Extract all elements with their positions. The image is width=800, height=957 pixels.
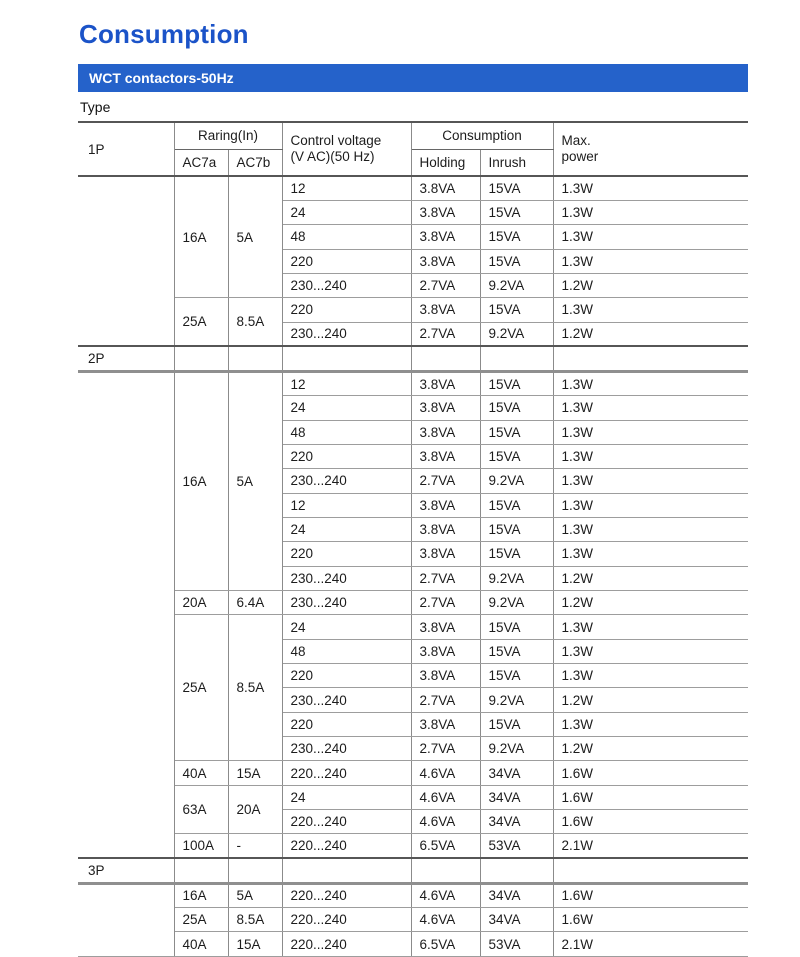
cell-inrush: 34VA (480, 883, 553, 907)
header-type-1p: 1P (78, 122, 174, 176)
cell-max-power: 2.1W (553, 932, 748, 956)
cell-holding: 3.8VA (411, 371, 480, 395)
cell-voltage: 12 (282, 176, 411, 200)
cell-ac7a: 63A (174, 785, 228, 834)
cell-voltage: 12 (282, 493, 411, 517)
cell-voltage: 24 (282, 615, 411, 639)
cell-max-power: 1.6W (553, 761, 748, 785)
cell-inrush: 15VA (480, 298, 553, 322)
section-empty-cell (480, 858, 553, 883)
cell-ac7b: 5A (228, 883, 282, 907)
table-row (78, 932, 748, 956)
table-row (78, 761, 748, 785)
section-empty-cell (174, 858, 228, 883)
cell-voltage: 230...240 (282, 688, 411, 712)
cell-voltage: 48 (282, 420, 411, 444)
header-max-power-line2: power (561, 149, 599, 164)
header-consumption-group: Consumption (411, 122, 553, 149)
cell-voltage: 230...240 (282, 591, 411, 615)
cell-max-power: 1.3W (553, 615, 748, 639)
cell-inrush: 15VA (480, 200, 553, 224)
cell-voltage: 220...240 (282, 810, 411, 834)
cell-voltage: 220 (282, 664, 411, 688)
cell-voltage: 220...240 (282, 834, 411, 858)
cell-inrush: 9.2VA (480, 469, 553, 493)
cell-max-power: 1.6W (553, 810, 748, 834)
cell-ac7b: 5A (228, 371, 282, 590)
cell-voltage: 48 (282, 225, 411, 249)
header-inrush: Inrush (480, 149, 553, 176)
section-empty-cell (228, 858, 282, 883)
cell-holding: 4.6VA (411, 908, 480, 932)
cell-ac7a: 16A (174, 883, 228, 907)
cell-holding: 4.6VA (411, 810, 480, 834)
header-ac7b: AC7b (228, 149, 282, 176)
cell-max-power: 1.3W (553, 542, 748, 566)
cell-max-power: 1.6W (553, 785, 748, 809)
cell-inrush: 15VA (480, 493, 553, 517)
cell-max-power: 1.3W (553, 664, 748, 688)
cell-inrush: 15VA (480, 712, 553, 736)
banner (78, 64, 748, 92)
table-header (78, 122, 748, 176)
cell-ac7a: 16A (174, 176, 228, 298)
banner-label: WCT contactors-50Hz (89, 70, 234, 86)
cell-max-power: 1.2W (553, 322, 748, 346)
cell-max-power: 1.2W (553, 566, 748, 590)
cell-voltage: 230...240 (282, 737, 411, 761)
page-title: Consumption (79, 19, 249, 49)
cell-max-power: 1.3W (553, 469, 748, 493)
cell-ac7b: 8.5A (228, 615, 282, 761)
cell-holding: 3.8VA (411, 396, 480, 420)
cell-inrush: 34VA (480, 785, 553, 809)
table-row (78, 908, 748, 932)
section-row (78, 858, 748, 883)
cell-voltage: 220 (282, 249, 411, 273)
cell-voltage: 220 (282, 712, 411, 736)
cell-ac7b: 6.4A (228, 591, 282, 615)
section-label: 3P (78, 858, 174, 883)
cell-holding: 2.7VA (411, 566, 480, 590)
section-empty-cell (553, 858, 748, 883)
consumption-table-body (78, 176, 748, 956)
cell-max-power: 1.3W (553, 225, 748, 249)
cell-voltage: 220 (282, 542, 411, 566)
cell-voltage: 230...240 (282, 469, 411, 493)
cell-inrush: 9.2VA (480, 322, 553, 346)
cell-voltage: 230...240 (282, 322, 411, 346)
cell-holding: 3.8VA (411, 444, 480, 468)
cell-holding: 4.6VA (411, 761, 480, 785)
cell-voltage: 24 (282, 200, 411, 224)
cell-voltage: 12 (282, 371, 411, 395)
cell-holding: 2.7VA (411, 322, 480, 346)
table-row (78, 591, 748, 615)
cell-max-power: 1.6W (553, 908, 748, 932)
cell-inrush: 34VA (480, 908, 553, 932)
cell-ac7b: 15A (228, 932, 282, 956)
type-label: Type (80, 99, 111, 115)
cell-voltage: 24 (282, 785, 411, 809)
cell-max-power: 1.3W (553, 249, 748, 273)
cell-ac7b: 8.5A (228, 298, 282, 347)
cell-inrush: 34VA (480, 761, 553, 785)
cell-max-power: 1.3W (553, 396, 748, 420)
cell-ac7b: 5A (228, 176, 282, 298)
cell-holding: 3.8VA (411, 420, 480, 444)
cell-max-power: 1.6W (553, 883, 748, 907)
cell-voltage: 220...240 (282, 908, 411, 932)
cell-holding: 3.8VA (411, 225, 480, 249)
header-max-power-line1: Max. (561, 133, 591, 148)
cell-ac7b: 20A (228, 785, 282, 834)
header-row-1 (78, 122, 748, 149)
cell-holding: 3.8VA (411, 176, 480, 200)
cell-max-power: 1.3W (553, 298, 748, 322)
cell-holding: 4.6VA (411, 785, 480, 809)
section-empty-cell (282, 346, 411, 371)
cell-voltage: 220...240 (282, 761, 411, 785)
table-row (78, 883, 748, 907)
cell-inrush: 15VA (480, 615, 553, 639)
cell-holding: 3.8VA (411, 712, 480, 736)
cell-inrush: 9.2VA (480, 566, 553, 590)
cell-max-power: 1.3W (553, 371, 748, 395)
cell-holding: 3.8VA (411, 493, 480, 517)
header-control-voltage (282, 122, 411, 176)
cell-holding: 2.7VA (411, 688, 480, 712)
header-control-voltage-line2: (V AC)(50 Hz) (290, 149, 375, 164)
cell-max-power: 1.3W (553, 493, 748, 517)
table-row (78, 785, 748, 809)
cell-inrush: 53VA (480, 834, 553, 858)
type-column-spacer (78, 883, 174, 956)
cell-holding: 2.7VA (411, 469, 480, 493)
cell-ac7b: 8.5A (228, 908, 282, 932)
cell-inrush: 15VA (480, 225, 553, 249)
cell-holding: 6.5VA (411, 932, 480, 956)
cell-ac7b: 15A (228, 761, 282, 785)
cell-voltage: 220 (282, 298, 411, 322)
cell-holding: 3.8VA (411, 249, 480, 273)
cell-voltage: 24 (282, 396, 411, 420)
section-empty-cell (411, 858, 480, 883)
cell-inrush: 9.2VA (480, 591, 553, 615)
cell-max-power: 1.3W (553, 176, 748, 200)
cell-inrush: 9.2VA (480, 737, 553, 761)
cell-holding: 2.7VA (411, 591, 480, 615)
section-empty-cell (411, 346, 480, 371)
cell-max-power: 1.2W (553, 737, 748, 761)
cell-max-power: 2.1W (553, 834, 748, 858)
type-column-spacer (78, 176, 174, 346)
cell-inrush: 15VA (480, 517, 553, 541)
cell-max-power: 1.2W (553, 688, 748, 712)
cell-max-power: 1.3W (553, 517, 748, 541)
cell-inrush: 34VA (480, 810, 553, 834)
cell-voltage: 220...240 (282, 883, 411, 907)
type-column-spacer (78, 371, 174, 858)
cell-ac7a: 20A (174, 591, 228, 615)
cell-holding: 3.8VA (411, 664, 480, 688)
cell-ac7a: 40A (174, 932, 228, 956)
section-empty-cell (174, 346, 228, 371)
cell-holding: 2.7VA (411, 737, 480, 761)
cell-holding: 3.8VA (411, 298, 480, 322)
cell-voltage: 220 (282, 444, 411, 468)
cell-holding: 3.8VA (411, 615, 480, 639)
table-row (78, 371, 748, 395)
cell-max-power: 1.2W (553, 591, 748, 615)
cell-ac7a: 25A (174, 615, 228, 761)
cell-voltage: 48 (282, 639, 411, 663)
cell-max-power: 1.3W (553, 200, 748, 224)
cell-max-power: 1.3W (553, 444, 748, 468)
cell-holding: 6.5VA (411, 834, 480, 858)
section-empty-cell (480, 346, 553, 371)
table-row (78, 834, 748, 858)
cell-ac7a: 100A (174, 834, 228, 858)
cell-inrush: 15VA (480, 542, 553, 566)
header-holding: Holding (411, 149, 480, 176)
section-row (78, 346, 748, 371)
cell-voltage: 220...240 (282, 932, 411, 956)
cell-inrush: 15VA (480, 420, 553, 444)
table-row (78, 298, 748, 322)
cell-holding: 3.8VA (411, 639, 480, 663)
cell-inrush: 53VA (480, 932, 553, 956)
cell-voltage: 230...240 (282, 566, 411, 590)
cell-holding: 4.6VA (411, 883, 480, 907)
cell-holding: 3.8VA (411, 200, 480, 224)
header-max-power (553, 122, 748, 176)
cell-ac7a: 16A (174, 371, 228, 590)
consumption-table-wrapper (78, 121, 748, 957)
section-empty-cell (553, 346, 748, 371)
table-row (78, 615, 748, 639)
header-control-voltage-line1: Control voltage (290, 133, 382, 148)
cell-max-power: 1.3W (553, 712, 748, 736)
cell-inrush: 15VA (480, 371, 553, 395)
consumption-table (78, 121, 748, 957)
cell-inrush: 15VA (480, 176, 553, 200)
cell-ac7a: 25A (174, 298, 228, 347)
cell-max-power: 1.2W (553, 273, 748, 297)
cell-ac7b: - (228, 834, 282, 858)
cell-max-power: 1.3W (553, 639, 748, 663)
section-empty-cell (282, 858, 411, 883)
cell-ac7a: 25A (174, 908, 228, 932)
cell-ac7a: 40A (174, 761, 228, 785)
header-rating-group: Raring(In) (174, 122, 282, 149)
section-empty-cell (228, 346, 282, 371)
section-label: 2P (78, 346, 174, 371)
cell-inrush: 15VA (480, 639, 553, 663)
cell-inrush: 15VA (480, 444, 553, 468)
header-ac7a: AC7a (174, 149, 228, 176)
cell-inrush: 9.2VA (480, 273, 553, 297)
cell-holding: 3.8VA (411, 517, 480, 541)
cell-inrush: 9.2VA (480, 688, 553, 712)
table-row (78, 176, 748, 200)
cell-holding: 3.8VA (411, 542, 480, 566)
cell-voltage: 24 (282, 517, 411, 541)
cell-inrush: 15VA (480, 249, 553, 273)
cell-max-power: 1.3W (553, 420, 748, 444)
cell-inrush: 15VA (480, 396, 553, 420)
cell-holding: 2.7VA (411, 273, 480, 297)
cell-voltage: 230...240 (282, 273, 411, 297)
cell-inrush: 15VA (480, 664, 553, 688)
